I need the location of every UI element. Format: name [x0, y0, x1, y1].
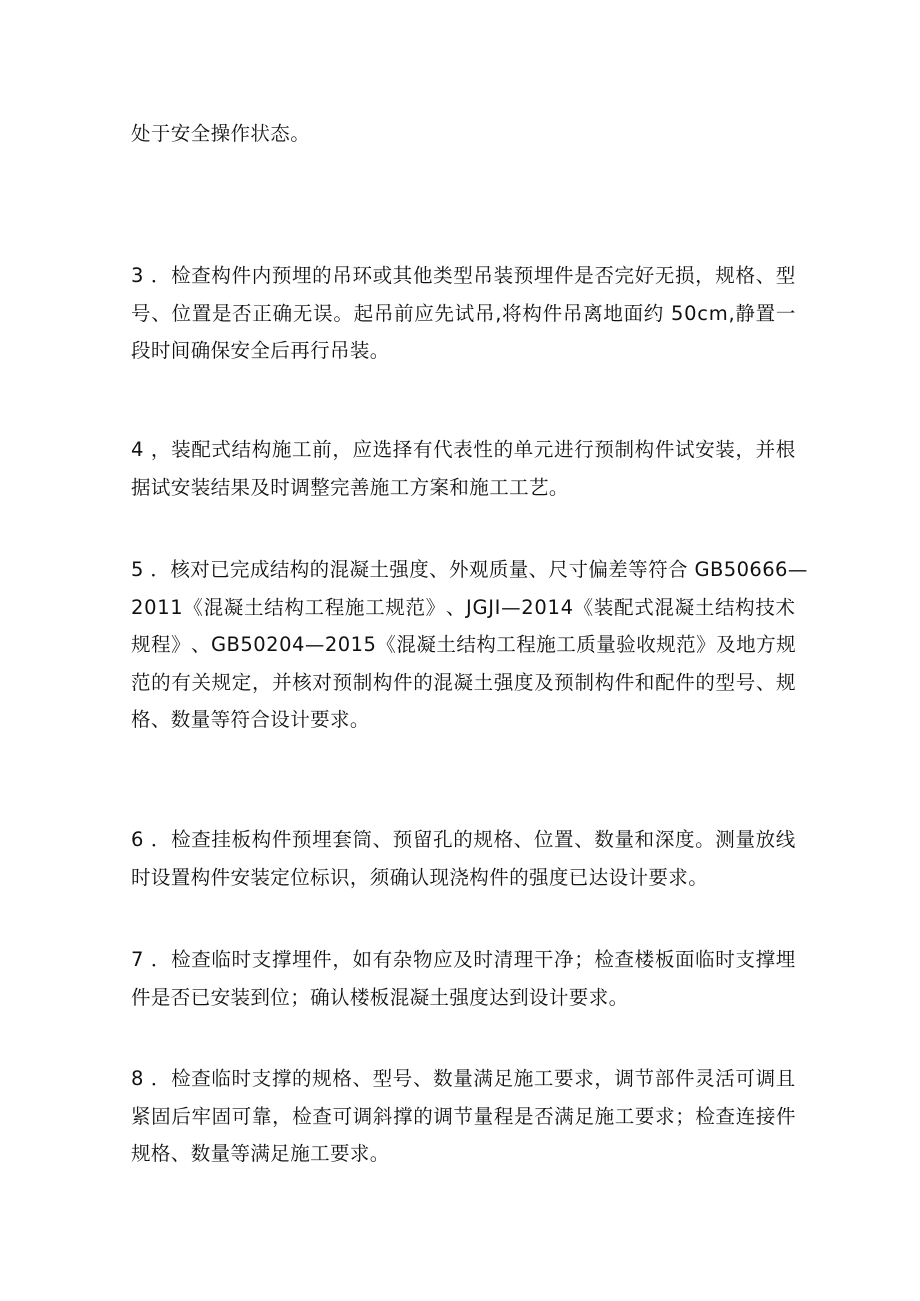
text-line: 据试安装结果及时调整完善施工方案和施工工艺。: [131, 475, 569, 499]
text-line: 件是否已安装到位；确认楼板混凝土强度达到设计要求。: [131, 985, 629, 1009]
text-line: 3 ． 检 查 构 件 内 预 埋 的 吊 环 或 其 他 类 型 吊 装 预 埋 件 是 否 完 好 无 损 ， 规 格 、 型: [131, 264, 796, 287]
paragraph-item-8: [131, 1060, 796, 1173]
paragraph-item-7: [131, 941, 796, 1016]
text-line: 规 程 》 、 G B 5 0 2 0 4 — 2 0 1 5 《 混 凝 土 结 构 工 程 施 工 质 量 验 收 规 范 》 及 地 方 规: [131, 633, 796, 656]
paragraph-item-6: [131, 821, 796, 896]
paragraph-item-5: [131, 551, 808, 739]
text-line: 处于安全操作状态。: [131, 122, 311, 145]
text-line: 段时间确保安全后再行吊装。: [131, 339, 390, 362]
text-line: 7 ． 检 查 临 时 支 撑 埋 件 ， 如 有 杂 物 应 及 时 清 理 干 净 ； 检 查 楼 板 面 临 时 支 撑 埋: [131, 948, 796, 971]
text-line: 号 、 位 置 是 否 正 确 无 误 。 起 吊 前 应 先 试 吊 , 将 构 件 吊 离 地 面 约 5 0 c m , 静 置 一: [131, 301, 796, 325]
text-line: 2 0 1 1 《 混 凝 土 结 构 工 程 施 工 规 范 》 、 J G J I — 2 0 1 4 《 装 配 式 混 凝 土 结 构 技 术: [131, 595, 796, 619]
text-line: 范 的 有 关 规 定 ， 并 核 对 预 制 构 件 的 混 凝 土 强 度 及 预 制 构 件 和 配 件 的 型 号 、 规: [131, 670, 796, 694]
paragraph-item-4: [131, 431, 796, 506]
paragraph-continuation: [131, 115, 796, 153]
text-line: 格、数量等符合设计要求。: [131, 708, 370, 731]
text-line: 规格、数量等满足施工要求。: [131, 1142, 390, 1165]
text-line: 4 ， 装 配 式 结 构 施 工 前 ， 应 选 择 有 代 表 性 的 单 元 进 行 预 制 构 件 试 安 装 ， 并 根: [131, 438, 796, 461]
text-line: 紧 固 后 牢 固 可 靠 ， 检 查 可 调 斜 撑 的 调 节 量 程 是 否 满 足 施 工 要 求 ； 检 查 连 接 件: [131, 1104, 796, 1128]
text-line: 5 ． 核 对 已 完 成 结 构 的 混 凝 土 强 度 、 外 观 质 量 、 尺 寸 偏 差 等 符 合 G B 5 0 6 6 6 —: [131, 558, 808, 581]
text-line: 8 ． 检 查 临 时 支 撑 的 规 格 、 型 号 、 数 量 满 足 施 工 要 求 ， 调 节 部 件 灵 活 可 调 且: [131, 1067, 796, 1090]
text-line: 时设置构件安装定位标识，须确认现浇构件的强度已达设计要求。: [131, 865, 709, 889]
paragraph-item-3: [131, 257, 796, 370]
text-line: 6 ． 检 查 挂 板 构 件 预 埋 套 筒 、 预 留 孔 的 规 格 、 位 置 、 数 量 和 深 度 。 测 量 放 线: [131, 828, 796, 851]
